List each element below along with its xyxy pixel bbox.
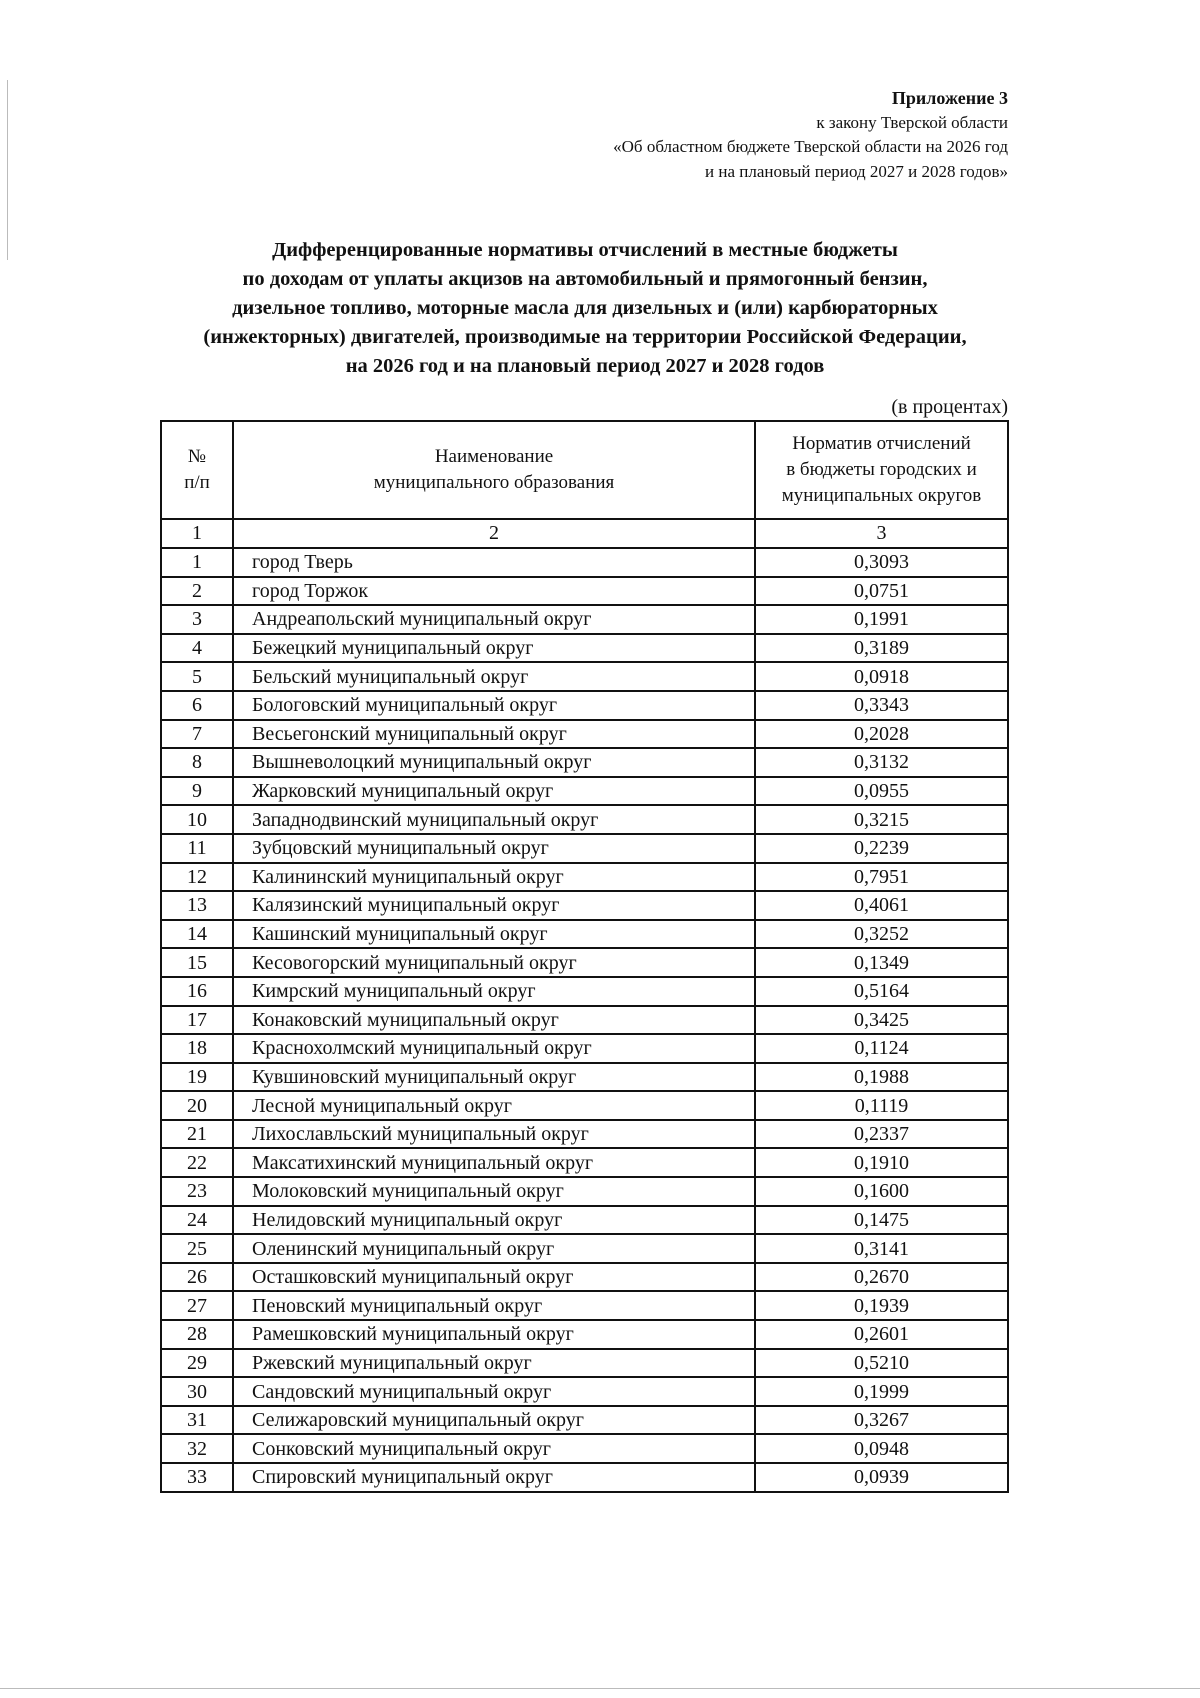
municipality-name: Калязинский муниципальный округ xyxy=(233,891,755,920)
appendix-line: к закону Тверской области xyxy=(816,112,1008,132)
municipality-name: Ржевский муниципальный округ xyxy=(233,1349,755,1378)
norm-value: 0,0918 xyxy=(755,662,1008,691)
table-row xyxy=(161,1349,1008,1378)
row-number: 25 xyxy=(161,1234,233,1263)
norm-value: 0,1910 xyxy=(755,1148,1008,1177)
header-line: муниципальных округов xyxy=(781,485,982,506)
table-row xyxy=(161,720,1008,749)
municipality-name: Кесовогорский муниципальный округ xyxy=(233,948,755,977)
municipality-name: Андреапольский муниципальный округ xyxy=(233,605,755,634)
row-number: 10 xyxy=(161,805,233,834)
table-row xyxy=(161,1463,1008,1492)
appendix-line: «Об областном бюджете Тверской области на 2026 год xyxy=(613,137,1008,156)
norm-value: 0,1939 xyxy=(755,1291,1008,1320)
norms-table xyxy=(160,420,1009,1493)
norm-value: 0,2670 xyxy=(755,1263,1008,1292)
table-row xyxy=(161,948,1008,977)
row-number: 15 xyxy=(161,948,233,977)
table-row xyxy=(161,1291,1008,1320)
municipality-name: Калининский муниципальный округ xyxy=(233,863,755,892)
norm-value: 0,5164 xyxy=(755,977,1008,1006)
row-number: 28 xyxy=(161,1320,233,1349)
column-number: 1 xyxy=(161,519,233,548)
header-line: Наименование xyxy=(434,446,554,467)
table-row xyxy=(161,1148,1008,1177)
table-row xyxy=(161,1320,1008,1349)
column-number-row xyxy=(161,519,1008,548)
norm-value: 0,3132 xyxy=(755,748,1008,777)
row-number: 33 xyxy=(161,1463,233,1492)
norm-value: 0,1349 xyxy=(755,948,1008,977)
municipality-name: Кувшиновский муниципальный округ xyxy=(233,1063,755,1092)
title-line: (инжекторных) двигателей, производимые на территории Российской Федерации, xyxy=(203,326,967,348)
table-row xyxy=(161,577,1008,606)
norm-value: 0,3267 xyxy=(755,1406,1008,1435)
scan-edge-line xyxy=(0,1688,1200,1689)
header-line: в бюджеты городских и xyxy=(786,459,977,480)
units-note: (в процентах) xyxy=(891,396,1008,418)
appendix-title: Приложение 3 xyxy=(891,88,1008,108)
row-number: 16 xyxy=(161,977,233,1006)
table-row xyxy=(161,1120,1008,1149)
row-number: 4 xyxy=(161,634,233,663)
norm-value: 0,0948 xyxy=(755,1434,1008,1463)
norm-value: 0,2028 xyxy=(755,720,1008,749)
municipality-name: Нелидовский муниципальный округ xyxy=(233,1206,755,1235)
municipality-name: Лихославльский муниципальный округ xyxy=(233,1120,755,1149)
norm-value: 0,3252 xyxy=(755,920,1008,949)
row-number: 18 xyxy=(161,1034,233,1063)
row-number: 2 xyxy=(161,577,233,606)
table-row xyxy=(161,1434,1008,1463)
row-number: 7 xyxy=(161,720,233,749)
table-row xyxy=(161,920,1008,949)
row-number: 12 xyxy=(161,863,233,892)
municipality-name: Западнодвинский муниципальный округ xyxy=(233,805,755,834)
municipality-name: Конаковский муниципальный округ xyxy=(233,1006,755,1035)
table-row xyxy=(161,1034,1008,1063)
norm-value: 0,0751 xyxy=(755,577,1008,606)
municipality-name: Зубцовский муниципальный округ xyxy=(233,834,755,863)
norm-value: 0,3141 xyxy=(755,1234,1008,1263)
row-number: 30 xyxy=(161,1377,233,1406)
header-line: муниципального образования xyxy=(373,472,615,493)
table-header-row xyxy=(161,421,1008,519)
municipality-name: Весьегонский муниципальный округ xyxy=(233,720,755,749)
table-row xyxy=(161,662,1008,691)
row-number: 27 xyxy=(161,1291,233,1320)
municipality-name: Осташковский муниципальный округ xyxy=(233,1263,755,1292)
appendix-line: и на плановый период 2027 и 2028 годов» xyxy=(705,161,1008,181)
norm-value: 0,2337 xyxy=(755,1120,1008,1149)
municipality-name: Молоковский муниципальный округ xyxy=(233,1177,755,1206)
title-line: Дифференцированные нормативы отчислений в местные бюджеты xyxy=(272,239,898,261)
row-number: 6 xyxy=(161,691,233,720)
table-row xyxy=(161,1377,1008,1406)
table-row xyxy=(161,691,1008,720)
header-line: Норматив отчислений xyxy=(792,433,971,454)
table-row xyxy=(161,977,1008,1006)
municipality-name: Вышневолоцкий муниципальный округ xyxy=(233,748,755,777)
norm-value: 0,3189 xyxy=(755,634,1008,663)
table-row xyxy=(161,1263,1008,1292)
header-number xyxy=(161,421,233,519)
municipality-name: Кашинский муниципальный округ xyxy=(233,920,755,949)
table-row xyxy=(161,777,1008,806)
norm-value: 0,1991 xyxy=(755,605,1008,634)
norm-value: 0,4061 xyxy=(755,891,1008,920)
table-row xyxy=(161,891,1008,920)
norm-value: 0,7951 xyxy=(755,863,1008,892)
row-number: 5 xyxy=(161,662,233,691)
row-number: 3 xyxy=(161,605,233,634)
row-number: 20 xyxy=(161,1091,233,1120)
table-row xyxy=(161,1006,1008,1035)
norm-value: 0,0955 xyxy=(755,777,1008,806)
table-row xyxy=(161,1206,1008,1235)
header-name xyxy=(233,421,755,519)
row-number: 13 xyxy=(161,891,233,920)
row-number: 1 xyxy=(161,548,233,577)
municipality-name: Бологовский муниципальный округ xyxy=(233,691,755,720)
table-row xyxy=(161,1177,1008,1206)
table-row xyxy=(161,1063,1008,1092)
norm-value: 0,1124 xyxy=(755,1034,1008,1063)
table-row xyxy=(161,834,1008,863)
table-row xyxy=(161,805,1008,834)
column-number: 2 xyxy=(233,519,755,548)
norm-value: 0,3093 xyxy=(755,548,1008,577)
municipality-name: Кимрский муниципальный округ xyxy=(233,977,755,1006)
norm-value: 0,1475 xyxy=(755,1206,1008,1235)
norm-value: 0,1999 xyxy=(755,1377,1008,1406)
norm-value: 0,1988 xyxy=(755,1063,1008,1092)
table-row xyxy=(161,548,1008,577)
row-number: 29 xyxy=(161,1349,233,1378)
title-line: дизельное топливо, моторные масла для дизельных и (или) карбюраторных xyxy=(232,297,938,319)
table-row xyxy=(161,1234,1008,1263)
norm-value: 0,3215 xyxy=(755,805,1008,834)
norm-value: 0,3343 xyxy=(755,691,1008,720)
municipality-name: Рамешковский муниципальный округ xyxy=(233,1320,755,1349)
row-number: 11 xyxy=(161,834,233,863)
municipality-name: Бельский муниципальный округ xyxy=(233,662,755,691)
municipality-name: Жарковский муниципальный округ xyxy=(233,777,755,806)
municipality-name: Сонковский муниципальный округ xyxy=(233,1434,755,1463)
norm-value: 0,0939 xyxy=(755,1463,1008,1492)
row-number: 23 xyxy=(161,1177,233,1206)
header-line: п/п xyxy=(184,472,210,493)
row-number: 32 xyxy=(161,1434,233,1463)
table-row xyxy=(161,1406,1008,1435)
row-number: 31 xyxy=(161,1406,233,1435)
row-number: 24 xyxy=(161,1206,233,1235)
table-row xyxy=(161,748,1008,777)
municipality-name: Лесной муниципальный округ xyxy=(233,1091,755,1120)
municipality-name: Краснохолмский муниципальный округ xyxy=(233,1034,755,1063)
column-number: 3 xyxy=(755,519,1008,548)
title-line: по доходам от уплаты акцизов на автомобильный и прямогонный бензин, xyxy=(242,268,928,290)
row-number: 21 xyxy=(161,1120,233,1149)
appendix-header xyxy=(613,86,1008,184)
norm-value: 0,2239 xyxy=(755,834,1008,863)
municipality-name: город Тверь xyxy=(233,548,755,577)
row-number: 9 xyxy=(161,777,233,806)
row-number: 26 xyxy=(161,1263,233,1292)
row-number: 22 xyxy=(161,1148,233,1177)
municipality-name: Спировский муниципальный округ xyxy=(233,1463,755,1492)
municipality-name: город Торжок xyxy=(233,577,755,606)
municipality-name: Селижаровский муниципальный округ xyxy=(233,1406,755,1435)
table-row xyxy=(161,634,1008,663)
municipality-name: Пеновский муниципальный округ xyxy=(233,1291,755,1320)
municipality-name: Максатихинский муниципальный округ xyxy=(233,1148,755,1177)
row-number: 8 xyxy=(161,748,233,777)
norm-value: 0,1119 xyxy=(755,1091,1008,1120)
municipality-name: Сандовский муниципальный округ xyxy=(233,1377,755,1406)
norm-value: 0,3425 xyxy=(755,1006,1008,1035)
municipality-name: Бежецкий муниципальный округ xyxy=(233,634,755,663)
scan-edge-line xyxy=(7,80,8,260)
header-line: № xyxy=(187,446,207,467)
header-norm xyxy=(755,421,1008,519)
row-number: 17 xyxy=(161,1006,233,1035)
norm-value: 0,2601 xyxy=(755,1320,1008,1349)
norm-value: 0,5210 xyxy=(755,1349,1008,1378)
table-row xyxy=(161,605,1008,634)
norm-value: 0,1600 xyxy=(755,1177,1008,1206)
row-number: 14 xyxy=(161,920,233,949)
document-title xyxy=(160,236,1010,381)
municipality-name: Оленинский муниципальный округ xyxy=(233,1234,755,1263)
table-row xyxy=(161,863,1008,892)
row-number: 19 xyxy=(161,1063,233,1092)
title-line: на 2026 год и на плановый период 2027 и 2028 годов xyxy=(345,355,825,377)
table-row xyxy=(161,1091,1008,1120)
